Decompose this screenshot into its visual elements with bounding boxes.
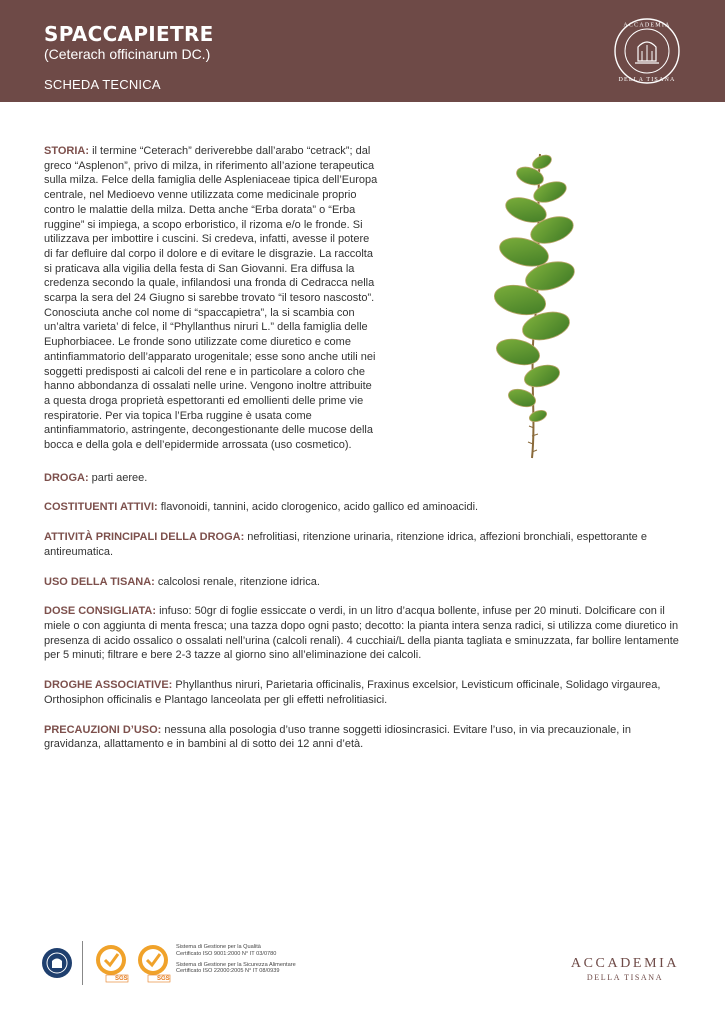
brand-line1: ACCADEMIA	[570, 956, 680, 971]
storia-label: STORIA:	[44, 145, 90, 157]
svg-text:DELLA TISANA: DELLA TISANA	[618, 77, 676, 83]
uso-label: USO DELLA TISANA:	[44, 575, 155, 588]
uso-text: calcolosi renale, ritenzione idrica.	[154, 575, 320, 588]
accademia-seal-logo	[613, 17, 681, 85]
cert1-line1: Sistema di Gestione per la Qualità	[176, 944, 261, 950]
precauzioni-text: nessuna alla posologia d’uso tranne soggetti idiosincrasici. Evitare l’uso, in via precauzionale, in gravidanza, allattamento e in bambini al di sotto dei 12 anni d’età.	[44, 723, 631, 751]
droga-text: parti aeree.	[88, 471, 148, 484]
certifications-text	[176, 944, 336, 975]
footer-divider	[82, 941, 83, 985]
brand-line2: DELLA TISANA	[586, 973, 664, 982]
droga-label: DROGA:	[44, 471, 89, 484]
droghe-text: Phyllanthus niruri, Parietaria officinalis, Fraxinus excelsior, Levisticum officinale, Solidago virgaurea, Orthosiphon officinalis e Plantago lanceolata per gli effetti nefrolitiasici.	[44, 679, 661, 706]
dose-text: infuso: 50gr di foglie essiccate o verdi, in un litro d’acqua bollente, infuse per 20 minuti. Dolcificare con il miele o con aggiunta di menta fresca; una tazza dopo ogni pasto; decotto: la pianta intera senza radici, si utilizza come diuretico in presenza di acido ossalico o ossalati nell’urina (calcoli renali). 4 cucchiai/L della pianta tagliata e sminuzzata, far bollire lentamente per 5 minuti; filtrare e bere 2-3 tazze al giorno sino all’eliminazione dei calcoli.	[44, 605, 679, 662]
dose-paragraph	[44, 604, 684, 663]
storia-text: il termine “Ceterach” deriverebbe dall’arabo “cetrack”; dal greco “Asplenon”, privo di milza, in riferimento all’azione terapeutica sulla milza. Felce della famiglia delle Aspleniaceae tipica dell’Europa centrale, nel Medioevo venne utilizzata come medicinale proprio contro le malattie della milza. Detta anche “Erba dorata” o “Erba ruggine” si impiega, a scopo erboristico, il rizoma e/o le fronde. Si utilizzava per imbottire i cuscini. Si credeva, infatti, avesse il potere di far defluire dal corpo il dolore e di evitare le disgrazie. La raccolta si praticava alla vigilia della festa di San Giovanni. Era diffusa la credenza secondo la quale, infilandosi una fronda di Cedracca nella scarpa la sera del 24 Giugno si sarebbe trovato “il tesoro nascosto”. Conosciuta anche col nome di “spaccapietra”, la si scambia con un’altra varieta’ di felce, il “Phyllanthus niruri L.” della famiglia delle Euphorbiacee. Le fronde sono utilizzate come diuretico e come antinfiammatorio dell’apparato urogenitale; esse sono anche utili nei soggetti predisposti ai calcoli del rene e in particolare a coloro che hanno abbondanza di ossalati nelle urine. Vengono inoltre attribuite a questa droga proprietà espettoranti ed emollienti delle prime vie respiratorie. Per via topica l’Erba ruggine è usata come antinfiammatorio, astringente, decongestionante delle mucose della bocca e della gola e dell’epidermide arrossata (uso cosmetico).	[44, 145, 378, 452]
precauzioni-paragraph	[44, 723, 684, 752]
precauzioni-label: PRECAUZIONI D’USO:	[44, 723, 162, 736]
costituenti-text: flavonoidi, tannini, acido clorogenico, acido gallico ed aminoacidi.	[157, 501, 479, 514]
attivita-text: nefrolitiasi, ritenzione urinaria, ritenzione idrica, affezioni bronchiali, espettorante e antireumatica.	[44, 531, 647, 558]
dose-label: DOSE CONSIGLIATA:	[44, 605, 157, 618]
page-title: SPACCAPIETRE	[44, 22, 214, 46]
attivita-label: ATTIVITÀ PRINCIPALI DELLA DROGA:	[44, 531, 245, 544]
svg-text:ACCADEMIA: ACCADEMIA	[623, 22, 671, 29]
footer	[0, 935, 725, 995]
storia-paragraph	[44, 144, 380, 453]
page-subtitle: (Ceterach officinarum DC.)	[44, 46, 211, 62]
uso-paragraph	[44, 575, 684, 590]
cert1-line2: Certificato ISO 9001:2000 N° IT 03/0780	[176, 950, 277, 957]
droghe-label: DROGHE ASSOCIATIVE:	[44, 679, 173, 692]
sgs-badge-label-1: SGS	[115, 976, 128, 982]
fern-frond-illustration	[482, 148, 592, 460]
costituenti-paragraph	[44, 500, 684, 515]
sgs-badge-label-2: SGS	[157, 976, 170, 982]
section-label: SCHEDA TECNICA	[44, 77, 161, 92]
accademia-seal-badge-icon	[40, 943, 74, 981]
attivita-paragraph	[44, 530, 684, 559]
cert2-line2: Certificato ISO 22000:2005 N° IT 08/0939	[176, 968, 280, 975]
droga-paragraph	[44, 471, 684, 486]
brand-wordmark	[560, 956, 690, 982]
header-banner	[0, 0, 725, 102]
cert2-line1: Sistema di Gestione per la Sicurezza Alimentare	[176, 961, 296, 968]
droghe-paragraph	[44, 678, 684, 707]
costituenti-label: COSTITUENTI ATTIVI:	[44, 501, 158, 514]
